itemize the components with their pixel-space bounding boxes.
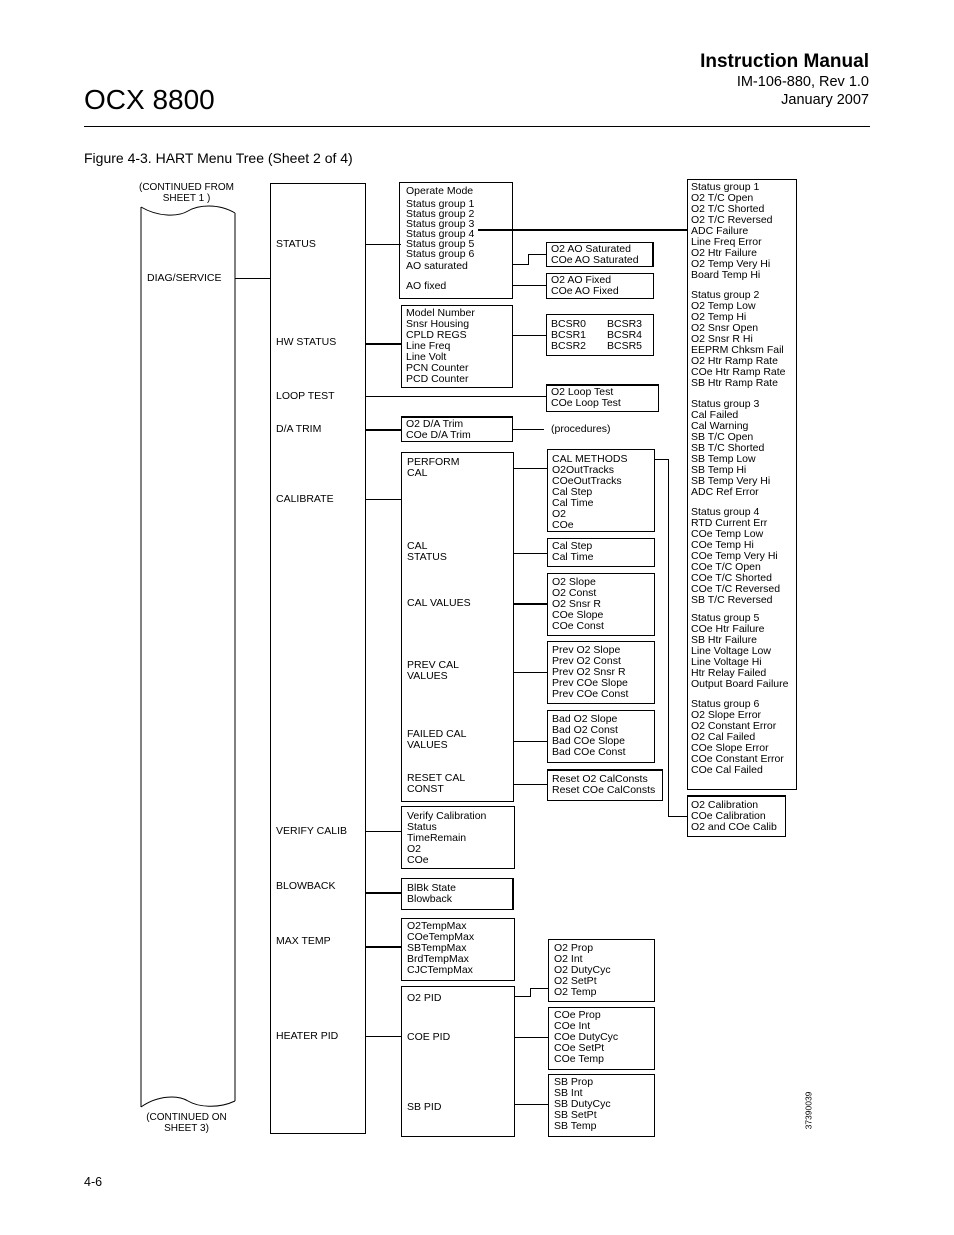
list-item[interactable]: SB Htr Failure: [691, 634, 757, 646]
connector: [235, 278, 270, 279]
connector: [366, 343, 401, 345]
connector: [528, 254, 529, 265]
list-item[interactable]: Prev COe Const: [552, 688, 629, 700]
product-name: OCX 8800: [84, 84, 215, 115]
connector: [514, 553, 548, 554]
sb-pid-item[interactable]: SB PID: [407, 1101, 442, 1113]
list-item[interactable]: COe Slope: [552, 609, 604, 621]
list-item[interactable]: SB Int: [554, 1087, 583, 1099]
menu-loop-test[interactable]: LOOP TEST: [276, 390, 335, 402]
list-item[interactable]: Status group 4: [406, 228, 475, 240]
da-trim-list: [406, 419, 471, 441]
hw-status-list: [406, 308, 475, 385]
list-item[interactable]: O2 T/C Reversed: [691, 214, 773, 226]
list-item[interactable]: BCSR0: [551, 318, 587, 330]
sb-pid-list: [554, 1077, 611, 1132]
continued-from-label: (CONTINUED FROM SHEET 1 ): [139, 182, 234, 204]
list-item[interactable]: COe Int: [554, 1020, 591, 1032]
diag-service-label: DIAG/SERVICE: [147, 272, 222, 284]
list-item[interactable]: O2: [407, 843, 422, 855]
connector: [530, 988, 531, 997]
connector: [478, 229, 688, 231]
list-item[interactable]: Cal Failed: [691, 409, 739, 421]
procedures-label: (procedures): [551, 423, 611, 435]
list-item[interactable]: O2 and COe Calib: [691, 821, 777, 833]
blowback-list: [407, 883, 456, 905]
menu-da-trim[interactable]: D/A TRIM: [276, 423, 322, 435]
list-item[interactable]: O2 SetPt: [554, 975, 597, 987]
menu-calibrate[interactable]: CALIBRATE: [276, 493, 334, 505]
list-item[interactable]: COe Slope Error: [691, 742, 769, 754]
verify-calib-list: [407, 811, 486, 866]
list-item[interactable]: RTD Current Err: [691, 517, 768, 529]
list-item[interactable]: O2 AO Fixed: [551, 274, 612, 286]
status-group-2-list: [691, 290, 786, 389]
list-item[interactable]: O2 Slope: [552, 576, 596, 588]
list-item[interactable]: EEPRM Chksm Fail: [691, 344, 784, 356]
status-group-4-list: [691, 507, 780, 606]
list-item[interactable]: O2 Constant Error: [691, 720, 777, 732]
list-item[interactable]: Cal Step: [552, 540, 593, 552]
menu-max-temp[interactable]: MAX TEMP: [276, 935, 331, 947]
list-item[interactable]: SB T/C Shorted: [691, 442, 765, 454]
list-item[interactable]: Status: [407, 821, 437, 833]
status-group-3-list: [691, 399, 770, 498]
connector: [515, 1104, 548, 1105]
list-item[interactable]: SBTempMax: [407, 942, 467, 954]
list-item[interactable]: COe T/C Reversed: [691, 583, 781, 595]
list-item[interactable]: CJCTempMax: [407, 964, 473, 976]
list-item[interactable]: Line Volt: [406, 351, 447, 363]
list-item[interactable]: CPLD REGS: [406, 329, 467, 341]
list-item[interactable]: Status group 2: [406, 208, 475, 220]
connector: [513, 335, 546, 336]
list-item[interactable]: BCSR2: [551, 340, 587, 352]
list-item[interactable]: COe SetPt: [554, 1042, 605, 1054]
list-item[interactable]: Board Temp Hi: [691, 269, 761, 281]
list-item[interactable]: Line Freq Error: [691, 236, 762, 248]
list-item[interactable]: O2 Temp Very Hi: [691, 258, 771, 270]
list-item[interactable]: Line Freq: [406, 340, 451, 352]
list-item[interactable]: Cal Time: [552, 551, 594, 563]
list-item[interactable]: COe Loop Test: [551, 397, 621, 409]
connector: [668, 459, 669, 816]
menu-blowback[interactable]: BLOWBACK: [276, 880, 336, 892]
list-item[interactable]: O2 Temp: [554, 986, 597, 998]
list-item[interactable]: COe Cal Failed: [691, 764, 763, 776]
list-item[interactable]: Prev O2 Slope: [552, 644, 621, 656]
connector: [366, 831, 401, 832]
list-item[interactable]: Line Voltage Hi: [691, 656, 762, 668]
connector: [514, 741, 548, 742]
status-group-6-list: [691, 699, 784, 776]
list-item[interactable]: ADC Failure: [691, 225, 749, 237]
list-item[interactable]: O2 T/C Shorted: [691, 203, 765, 215]
list-item[interactable]: Prev COe Slope: [552, 677, 628, 689]
list-item[interactable]: SB Temp: [554, 1120, 597, 1132]
connector: [514, 672, 548, 673]
connector: [366, 1036, 401, 1037]
list-item[interactable]: O2 Temp Low: [691, 300, 756, 312]
menu-heater-pid[interactable]: HEATER PID: [276, 1030, 339, 1042]
list-item[interactable]: SB Temp Very Hi: [691, 475, 771, 487]
list-item[interactable]: COeOutTracks: [552, 475, 622, 487]
coe-pid-item[interactable]: COE PID: [407, 1031, 451, 1043]
list-item[interactable]: O2 Snsr Open: [691, 322, 759, 334]
list-item[interactable]: COe Temp Very Hi: [691, 550, 778, 562]
continued-on-label: (CONTINUED ON SHEET 3): [146, 1112, 227, 1134]
list-item[interactable]: O2 Prop: [554, 942, 594, 954]
list-item[interactable]: COe Const: [552, 620, 604, 632]
list-item[interactable]: Status group 6: [406, 248, 475, 260]
list-item[interactable]: O2 D/A Trim: [406, 418, 464, 430]
list-item[interactable]: COe: [407, 854, 429, 866]
status-menu-list: [406, 186, 474, 292]
list-item[interactable]: BlBk State: [407, 882, 457, 894]
max-temp-list: [407, 921, 474, 976]
cal-status-list: [552, 541, 593, 563]
list-item[interactable]: SB Prop: [554, 1076, 594, 1088]
list-item[interactable]: Status group 3: [691, 398, 760, 410]
list-item[interactable]: Bad O2 Const: [552, 724, 618, 736]
list-item[interactable]: SB SetPt: [554, 1109, 597, 1121]
list-item[interactable]: Reset COe CalConsts: [552, 784, 656, 796]
list-item[interactable]: Prev O2 Const: [552, 655, 621, 667]
connector: [513, 429, 544, 430]
continuation-column: [138, 205, 240, 1115]
connector: [366, 429, 401, 431]
list-item[interactable]: BCSR1: [551, 329, 587, 341]
list-item[interactable]: O2 Loop Test: [551, 386, 614, 398]
doc-date: January 2007: [781, 92, 869, 108]
list-item[interactable]: O2 Int: [554, 953, 583, 965]
list-item[interactable]: COe Htr Failure: [691, 623, 765, 635]
list-item[interactable]: O2 Temp Hi: [691, 311, 747, 323]
heater-pid-box: [401, 986, 515, 1137]
list-item[interactable]: Bad COe Slope: [552, 735, 625, 747]
connector: [514, 784, 548, 785]
list-item[interactable]: Status group 3: [406, 218, 475, 230]
list-item[interactable]: ADC Ref Error: [691, 486, 759, 498]
list-item[interactable]: O2 Htr Ramp Rate: [691, 355, 778, 367]
list-item[interactable]: SB Temp Low: [691, 453, 756, 465]
list-item[interactable]: O2 T/C Open: [691, 192, 754, 204]
list-item[interactable]: Status group 1: [406, 198, 475, 210]
list-item[interactable]: BCSR5: [607, 340, 643, 352]
list-item[interactable]: O2 Snsr R: [552, 598, 602, 610]
list-item[interactable]: O2TempMax: [407, 920, 467, 932]
list-item[interactable]: Htr Relay Failed: [691, 667, 767, 679]
list-item[interactable]: COeTempMax: [407, 931, 475, 943]
list-item[interactable]: BrdTempMax: [407, 953, 469, 965]
connector: [366, 892, 401, 894]
list-item[interactable]: Bad COe Const: [552, 746, 626, 758]
connector: [515, 996, 531, 997]
cal-perform[interactable]: PERFORM CAL: [407, 456, 460, 479]
list-item[interactable]: Status group 1: [691, 181, 760, 193]
list-item[interactable]: Reset O2 CalConsts: [552, 773, 648, 785]
connector: [655, 459, 669, 460]
list-item[interactable]: PCN Counter: [406, 362, 469, 374]
connector: [513, 264, 529, 265]
list-item[interactable]: PCD Counter: [406, 373, 469, 385]
list-item[interactable]: COe Temp Low: [691, 528, 764, 540]
header-rule: [84, 126, 870, 127]
calibration-choice-list: [691, 800, 777, 833]
list-item[interactable]: O2 Slope Error: [691, 709, 762, 721]
list-item[interactable]: AO saturated: [406, 260, 468, 272]
cal-prev-values[interactable]: PREV CAL VALUES: [407, 659, 459, 682]
reset-cal-list: [552, 774, 655, 796]
cal-reset-const[interactable]: RESET CAL CONST: [407, 772, 466, 795]
list-item[interactable]: O2 Const: [552, 587, 597, 599]
list-item[interactable]: Operate Mode: [406, 185, 474, 197]
list-item[interactable]: Cal Step: [552, 486, 593, 498]
list-item[interactable]: SB T/C Reversed: [691, 594, 773, 606]
list-item[interactable]: COe Temp Hi: [691, 539, 754, 551]
connector: [366, 946, 401, 948]
list-item[interactable]: O2 DutyCyc: [554, 964, 611, 976]
list-item[interactable]: COe D/A Trim: [406, 429, 471, 441]
menu-verify-calib[interactable]: VERIFY CALIB: [276, 825, 347, 837]
figure-caption: Figure 4-3. HART Menu Tree (Sheet 2 of 4): [84, 150, 353, 166]
list-item[interactable]: COe T/C Shorted: [691, 572, 772, 584]
list-item[interactable]: Status group 2: [691, 289, 760, 301]
list-item[interactable]: Status group 4: [691, 506, 760, 518]
cal-methods-list: [552, 454, 627, 531]
list-item[interactable]: COe Constant Error: [691, 753, 784, 765]
o2-pid-list: [554, 943, 611, 998]
list-item[interactable]: O2 Htr Failure: [691, 247, 757, 259]
list-item[interactable]: Blowback: [407, 893, 452, 905]
list-item[interactable]: Line Voltage Low: [691, 645, 771, 657]
list-item[interactable]: COe Calibration: [691, 810, 766, 822]
menu-hw-status[interactable]: HW STATUS: [276, 336, 337, 348]
connector: [668, 816, 688, 817]
page-number: 4-6: [84, 1175, 103, 1189]
cal-values[interactable]: CAL VALUES: [407, 597, 471, 609]
list-item[interactable]: SB DutyCyc: [554, 1098, 611, 1110]
o2-pid-item[interactable]: O2 PID: [407, 992, 442, 1004]
manual-title: Instruction Manual: [700, 51, 869, 72]
connector: [528, 254, 546, 255]
list-item[interactable]: Status group 6: [691, 698, 760, 710]
list-item[interactable]: AO fixed: [406, 280, 447, 292]
prev-cal-list: [552, 645, 628, 700]
ao-saturated-list: [551, 244, 639, 266]
list-item[interactable]: COe Prop: [554, 1009, 601, 1021]
connector: [514, 468, 548, 469]
list-item[interactable]: Cal Time: [552, 497, 594, 509]
list-item[interactable]: O2OutTracks: [552, 464, 615, 476]
list-item[interactable]: O2 Snsr R Hi: [691, 333, 753, 345]
list-item[interactable]: Status group 5: [406, 238, 475, 250]
list-item[interactable]: SB T/C Open: [691, 431, 754, 443]
bcsr-col-b: [607, 319, 642, 352]
list-item[interactable]: COe DutyCyc: [554, 1031, 619, 1043]
connector: [513, 285, 546, 286]
list-item[interactable]: Cal Warning: [691, 420, 749, 432]
ao-fixed-list: [551, 275, 619, 297]
drawing-number: 37390039: [803, 1091, 814, 1130]
list-item[interactable]: BCSR4: [607, 329, 643, 341]
list-item[interactable]: O2 Cal Failed: [691, 731, 756, 743]
list-item[interactable]: COe AO Saturated: [551, 254, 639, 266]
list-item[interactable]: O2: [552, 508, 567, 520]
list-item[interactable]: O2 Calibration: [691, 799, 759, 811]
loop-test-list: [551, 387, 621, 409]
list-item[interactable]: BCSR3: [607, 318, 643, 330]
list-item[interactable]: Bad O2 Slope: [552, 713, 618, 725]
connector: [514, 603, 548, 605]
list-item[interactable]: O2 AO Saturated: [551, 243, 631, 255]
list-item[interactable]: COe Temp: [554, 1053, 604, 1065]
list-item[interactable]: COe AO Fixed: [551, 285, 619, 297]
list-item[interactable]: SB Htr Ramp Rate: [691, 377, 778, 389]
list-item[interactable]: Snsr Housing: [406, 318, 470, 330]
connector: [530, 988, 548, 989]
status-group-5-list: [691, 613, 788, 690]
connector: [366, 499, 401, 500]
connector: [366, 396, 546, 397]
list-item[interactable]: Model Number: [406, 307, 475, 319]
status-group-1-list: [691, 182, 773, 281]
cal-status[interactable]: CAL STATUS: [407, 540, 447, 563]
doc-number: IM-106-880, Rev 1.0: [736, 74, 869, 90]
list-item[interactable]: Output Board Failure: [691, 678, 789, 690]
list-item[interactable]: COe T/C Open: [691, 561, 761, 573]
coe-pid-list: [554, 1010, 618, 1065]
list-item[interactable]: TimeRemain: [407, 832, 467, 844]
diag-service-menu: [270, 183, 366, 1134]
connector: [366, 244, 401, 245]
list-item[interactable]: COe: [552, 519, 574, 531]
cal-values-list: [552, 577, 604, 632]
menu-status[interactable]: STATUS: [276, 238, 316, 250]
list-item[interactable]: Prev O2 Snsr R: [552, 666, 626, 678]
list-item[interactable]: COe Htr Ramp Rate: [691, 366, 786, 378]
list-item[interactable]: Verify Calibration: [407, 810, 487, 822]
cal-failed-values[interactable]: FAILED CAL VALUES: [407, 728, 467, 751]
connector: [515, 1037, 548, 1038]
failed-cal-list: [552, 714, 626, 758]
list-item[interactable]: SB Temp Hi: [691, 464, 747, 476]
list-item[interactable]: Status group 5: [691, 612, 760, 624]
list-item[interactable]: CAL METHODS: [552, 453, 628, 465]
bcsr-col-a: [551, 319, 586, 352]
